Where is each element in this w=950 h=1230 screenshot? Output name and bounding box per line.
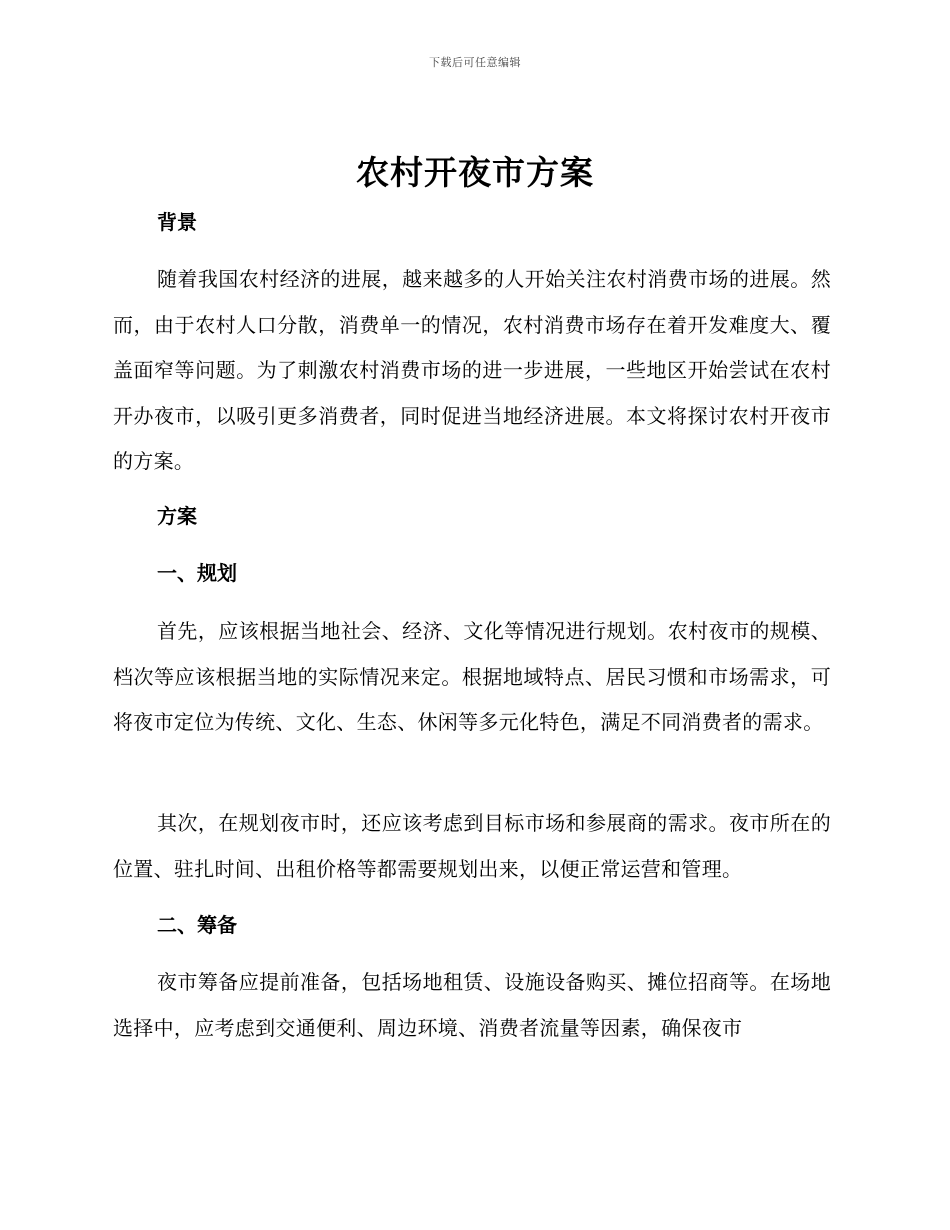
- section-heading-plan: 方案: [157, 504, 197, 528]
- paragraph-planning-2: 其次，在规划夜市时，还应该考虑到目标市场和参展商的需求。夜市所在的位置、驻扎时间、出租价格等都需要规划出来，以便正常运营和管理。: [113, 811, 831, 881]
- paragraph-background: 随着我国农村经济的进展，越来越多的人开始关注农村消费市场的进展。然而，由于农村人口分散，消费单一的情况，农村消费市场存在着开发难度大、覆盖面窄等问题。为了刺激农村消费市场的进一步进展，一些地区开始尝试在农村开办夜市，以吸引更多消费者，同时促进当地经济进展。本文将探讨农村开夜市的方案。: [113, 267, 831, 473]
- paragraph-planning-1: 首先，应该根据当地社会、经济、文化等情况进行规划。农村夜市的规模、档次等应该根据当地的实际情况来定。根据地域特点、居民习惯和市场需求，可将夜市定位为传统、文化、生态、休闲等多元化特色，满足不同消费者的需求。: [113, 619, 831, 734]
- paragraph-preparation: 夜市筹备应提前准备，包括场地租赁、设施设备购买、摊位招商等。在场地选择中，应考虑到交通便利、周边环境、消费者流量等因素，确保夜市: [113, 970, 831, 1040]
- section-heading-preparation: 二、筹备: [157, 913, 237, 937]
- section-heading-background: 背景: [157, 210, 197, 234]
- header-note: 下载后可任意编辑: [429, 56, 521, 69]
- section-heading-planning: 一、规划: [157, 561, 237, 585]
- document-title: 农村开夜市方案: [356, 153, 594, 192]
